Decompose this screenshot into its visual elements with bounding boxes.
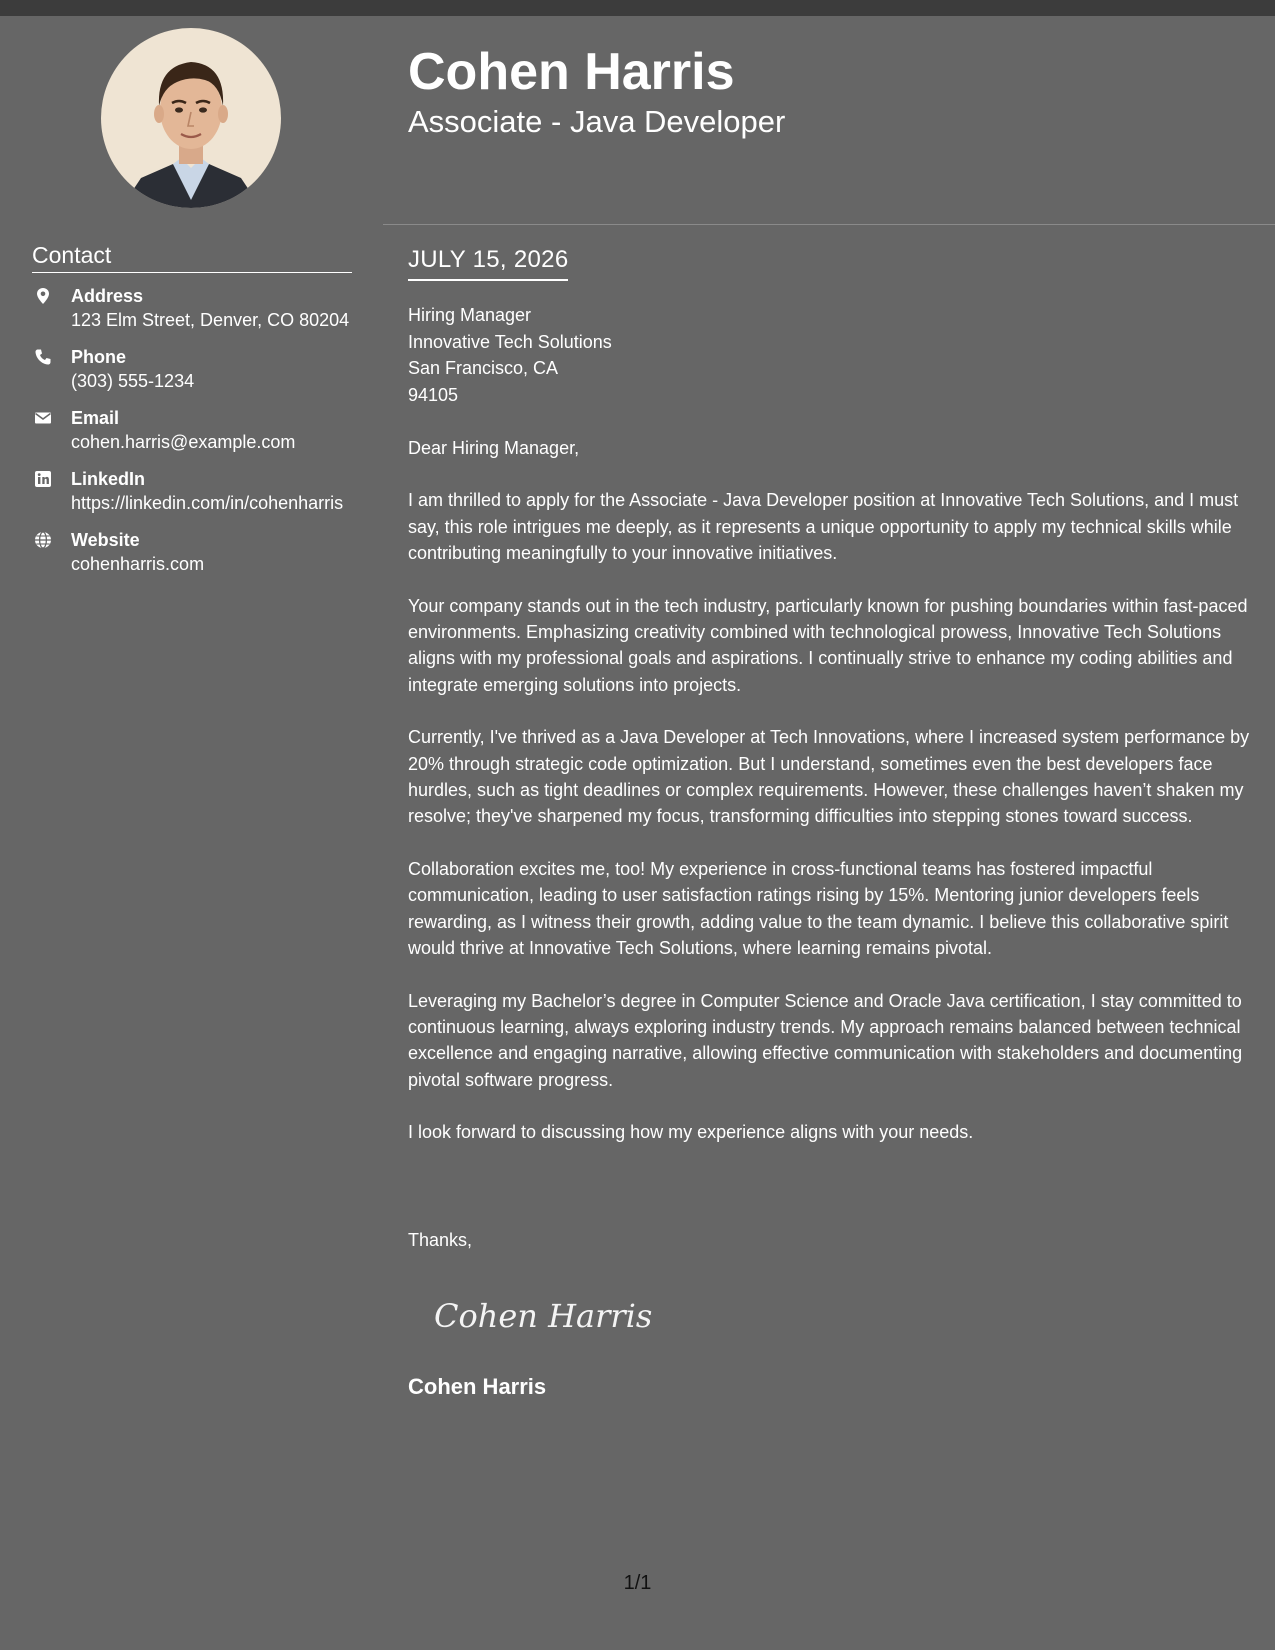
body-paragraph: Collaboration excites me, too! My experience in cross-functional teams has fostered impactful communication, leading to user satisfaction ratings rising by 15%. Mentoring junior developers feels rewarding, as I witness their growth, adding value to the team dynamic. I believe this collaborative spirit would thrive at Innovative Tech Solutions, where learning remains pivotal.	[408, 858, 1229, 959]
contact-label: Address	[71, 286, 144, 306]
contact-value[interactable]: cohenharris.com	[71, 554, 205, 574]
contact-value: cohen.harris@example.com	[71, 432, 296, 452]
contact-heading: Contact	[32, 240, 352, 273]
sign-off: Thanks,	[408, 1230, 473, 1250]
recipient-block	[408, 302, 612, 408]
contact-phone	[32, 345, 362, 393]
greeting: Dear Hiring Manager,	[408, 438, 580, 458]
signature-text: Cohen Harris	[434, 1297, 653, 1335]
contact-value: 123 Elm Street, Denver, CO 80204	[71, 310, 350, 330]
contact-website	[32, 528, 362, 576]
contact-address	[32, 284, 362, 332]
letter-date: JULY 15, 2026	[408, 244, 568, 281]
phone-icon	[34, 348, 52, 366]
contact-label: Email	[71, 408, 120, 428]
handwritten-signature	[430, 1285, 670, 1345]
recipient-line: Hiring Manager	[408, 305, 532, 325]
body-paragraph: Your company stands out in the tech industry, particularly known for pushing boundaries within fast-paced environments. Emphasizing creativity combined with technological prowess, Innovative Tech Solutions aligns with my professional goals and aspirations. I continually strive to enhance my coding abilities and integrate emerging solutions into projects.	[408, 595, 1248, 695]
body-paragraph: I look forward to discussing how my experience aligns with your needs.	[408, 1122, 974, 1143]
globe-icon	[34, 531, 52, 549]
letter-body	[408, 435, 1254, 1172]
recipient-line: 94105	[408, 384, 459, 405]
contact-label: Website	[71, 530, 140, 550]
header-divider	[383, 224, 1275, 225]
candidate-role: Associate - Java Developer	[408, 104, 786, 139]
body-paragraph: I am thrilled to apply for the Associate - Java Developer position at Innovative Tech Solutions, and I must say, this role intrigues me deeply, as it represents a unique opportunity to apply my technical skills while contributing meaningfully to your innovative initiatives.	[408, 490, 1239, 564]
contact-value: (303) 555-1234	[71, 371, 195, 391]
recipient-line: San Francisco, CA	[408, 358, 559, 378]
body-paragraph: Currently, I've thrived as a Java Developer at Tech Innovations, where I increased system performance by 20% through strategic code optimization. But I understand, sometimes even the best developers face hurdles, such as tight deadlines or complex requirements. However, these challenges haven’t shaken my resolve; they've sharpened my focus, transforming difficulties into stepping stones toward success.	[408, 727, 1250, 827]
signer-name: Cohen Harris	[408, 1374, 547, 1399]
contact-email	[32, 406, 362, 454]
recipient-line: Innovative Tech Solutions	[408, 331, 612, 352]
contact-linkedin	[32, 467, 362, 515]
contact-label: LinkedIn	[71, 469, 146, 489]
candidate-name: Cohen Harris	[408, 43, 735, 101]
contact-label: Phone	[71, 347, 127, 367]
envelope-icon	[34, 409, 52, 427]
page-indicator: 1/1	[623, 1572, 652, 1594]
linkedin-icon	[34, 470, 52, 488]
body-paragraph: Leveraging my Bachelor’s degree in Computer Science and Oracle Java certification, I stay committed to continuous learning, always exploring industry trends. My approach remains balanced between technical excellence and engaging narrative, allowing effective communication with stakeholders and documenting pivotal software progress.	[408, 990, 1243, 1090]
contact-value[interactable]: https://linkedin.com/in/cohenharris	[71, 493, 344, 513]
top-bar	[0, 0, 1275, 16]
map-pin-icon	[34, 287, 52, 305]
avatar	[101, 28, 281, 208]
contact-list	[32, 284, 362, 589]
